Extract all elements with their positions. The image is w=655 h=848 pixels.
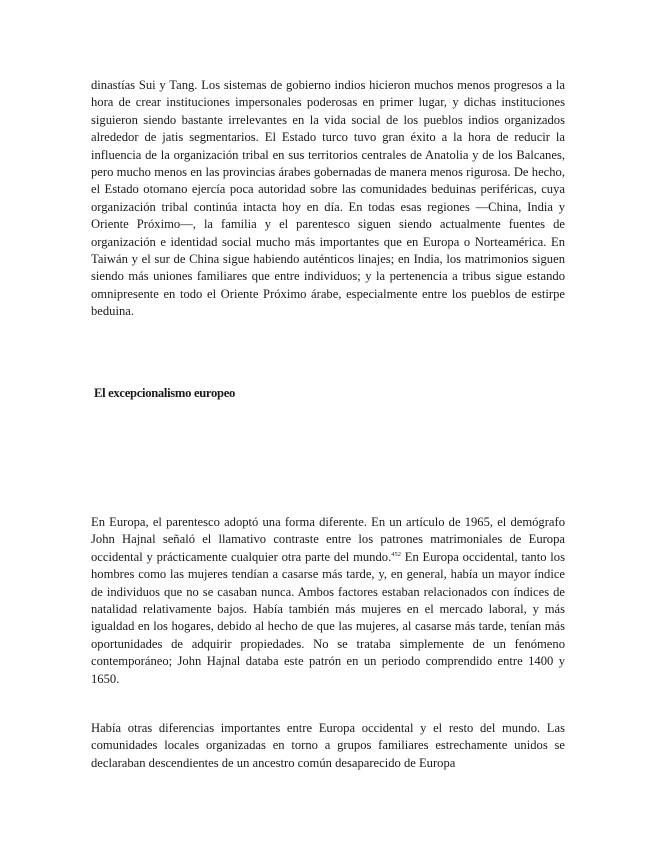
paragraph-text: En Europa occidental, tanto los hombres como las mujeres tendían a casarse más tarde, y, en general, había un mayor índice de individuos que no se casaban nunca. Ambos factores estaban relacionados con índices de natalidad relativamente bajos. Había también más mujeres en el mercado laboral, y más igualdad en los hogares, debido al hecho de que las mujeres, al casarse más tarde, tenían más oportunidades de adquirir propiedades. No se trataba simplemente de un fenómeno contemporáneo; John Hajnal databa este patrón en un periodo comprendido entre 1400 y 1650. — [91, 549, 566, 686]
footnote-reference[interactable]: 452 — [391, 550, 401, 558]
section-heading: El excepcionalismo europeo — [94, 386, 235, 400]
paragraph-text: En Europa, el parentesco adoptó una forma diferente. En un artículo de 1965, el demógrafo John Hajnal señaló el llamativo contraste entre los patrones matrimoniales de Europa occidental y prácticamente cualquier otra parte del mundo. — [91, 515, 565, 564]
body-paragraph — [91, 514, 565, 688]
body-paragraph: Había otras diferencias importantes entre Europa occidental y el resto del mundo. Las comunidades locales organizadas en torno a grupos familiares estrechamente unidos se declaraban descendientes de un ancestro común desaparecido de Europa — [91, 721, 565, 770]
body-paragraph: dinastías Sui y Tang. Los sistemas de gobierno indios hicieron muchos menos progresos a la hora de crear instituciones impersonales poderosas en primer lugar, y dichas instituciones siguieron siendo bastante irrelevantes en la vida social de los pueblos indios organizados alrededor de jatis segmentarios. El Estado turco tuvo gran éxito a la hora de reducir la influencia de la organización tribal en sus territorios centrales de Anatolia y de los Balcanes, pero mucho menos en las provincias árabes gobernadas de manera menos rigurosa. De hecho, el Estado otomano ejercía poca autoridad sobre las comunidades beduinas periféricas, cuya organización tribal continúa intacta hoy en día. En todas esas regiones —China, India y Oriente Próximo—, la familia y el parentesco siguen siendo actualmente fuentes de organización e identidad social mucho más importantes que en Europa o Norteamérica. En Taiwán y el sur de China sigue habiendo auténticos linajes; en India, los matrimonios siguen siendo más uniones familiares que entre individuos; y la pertenencia a tribus sigue estando omnipresente en todo el Oriente Próximo árabe, especialmente entre los pueblos de estirpe beduina. — [91, 78, 565, 319]
